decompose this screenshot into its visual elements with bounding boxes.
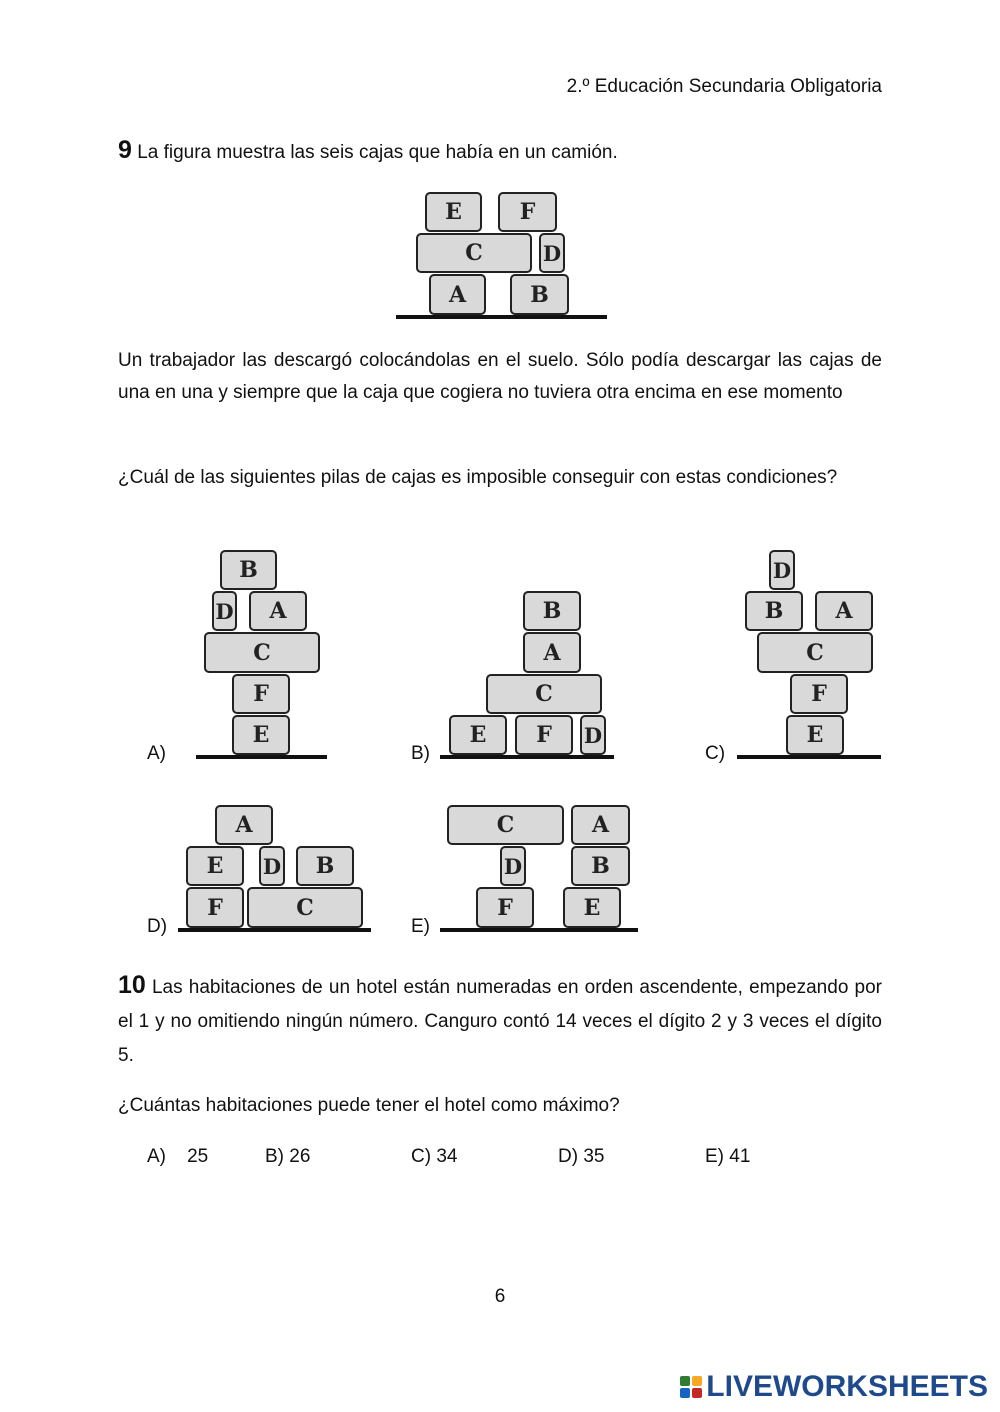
- box-e: E: [186, 846, 244, 886]
- box-f: F: [476, 887, 534, 928]
- answer-e[interactable]: E) 41: [705, 1146, 751, 1167]
- box-b: B: [523, 591, 581, 631]
- box-a: A: [215, 805, 273, 845]
- box-b: B: [220, 550, 277, 590]
- box-e: E: [232, 715, 290, 755]
- box-d: D: [259, 846, 285, 886]
- option-d-label: D): [147, 916, 168, 937]
- option-c-label: C): [705, 743, 726, 764]
- answer-b[interactable]: B) 26: [265, 1146, 311, 1167]
- question-9-number: 9: [118, 136, 132, 164]
- box-e: E: [425, 192, 482, 232]
- box-d: D: [769, 550, 795, 590]
- option-c-floor: [737, 755, 881, 759]
- box-d: D: [212, 591, 237, 631]
- box-e: E: [786, 715, 844, 755]
- box-f: F: [232, 674, 290, 714]
- question-10-text: [118, 968, 882, 1073]
- box-f: F: [515, 715, 573, 755]
- option-a-floor: [196, 755, 327, 759]
- answer-d[interactable]: D) 35: [558, 1146, 605, 1167]
- question-10-number: 10: [118, 971, 146, 999]
- box-c: C: [486, 674, 602, 714]
- box-f: F: [498, 192, 557, 232]
- box-c: C: [416, 233, 532, 273]
- option-e-label: E): [411, 916, 430, 937]
- box-a: A: [429, 274, 486, 315]
- box-b: B: [510, 274, 569, 315]
- page-number: 6: [494, 1286, 506, 1307]
- box-c: C: [757, 632, 873, 673]
- box-a: A: [249, 591, 307, 631]
- box-d: D: [500, 846, 526, 886]
- box-b: B: [571, 846, 630, 886]
- question-9-intro-text: La figura muestra las seis cajas que había en un camión.: [137, 142, 618, 163]
- box-d: D: [580, 715, 606, 755]
- option-b-label: B): [411, 743, 430, 764]
- box-d: D: [539, 233, 565, 273]
- option-a-label: A): [147, 743, 166, 764]
- box-c: C: [204, 632, 320, 673]
- box-e: E: [449, 715, 507, 755]
- box-b: B: [296, 846, 354, 886]
- box-a: A: [815, 591, 873, 631]
- option-b-floor: [440, 755, 614, 759]
- box-f: F: [186, 887, 244, 928]
- box-a: A: [571, 805, 630, 845]
- liveworksheets-wordmark: LIVEWORKSHEETS: [706, 1370, 988, 1403]
- box-c: C: [247, 887, 363, 928]
- option-d-floor: [178, 928, 371, 932]
- answer-c[interactable]: C) 34: [411, 1146, 458, 1167]
- box-c: C: [447, 805, 564, 845]
- option-e-floor: [440, 928, 638, 932]
- answer-a[interactable]: A) 25: [147, 1146, 209, 1167]
- question-9-conditions: Un trabajador las descargó colocándolas en el suelo. Sólo podía descargar las cajas de una en una y siempre que la caja que cogiera no tuviera otra encima en ese momento: [118, 350, 882, 403]
- question-9-question: ¿Cuál de las siguientes pilas de cajas es imposible conseguir con estas condiciones?: [118, 467, 838, 488]
- box-b: B: [745, 591, 803, 631]
- question-9-intro: [118, 134, 882, 169]
- box-a: A: [523, 632, 581, 673]
- box-f: F: [790, 674, 848, 714]
- truck-floor: [396, 315, 607, 319]
- question-10-question: ¿Cuántas habitaciones puede tener el hotel como máximo?: [118, 1095, 620, 1116]
- box-e: E: [563, 887, 621, 928]
- liveworksheets-logo: [680, 1370, 988, 1404]
- question-10-body: Las habitaciones de un hotel están numeradas en orden ascendente, empezando por el 1 y no omitiendo ningún número. Canguro contó 14 veces el dígito 2 y 3 veces el dígito 5.: [118, 977, 882, 1066]
- liveworksheets-icon: [680, 1376, 702, 1398]
- course-header: 2.º Educación Secundaria Obligatoria: [566, 76, 882, 97]
